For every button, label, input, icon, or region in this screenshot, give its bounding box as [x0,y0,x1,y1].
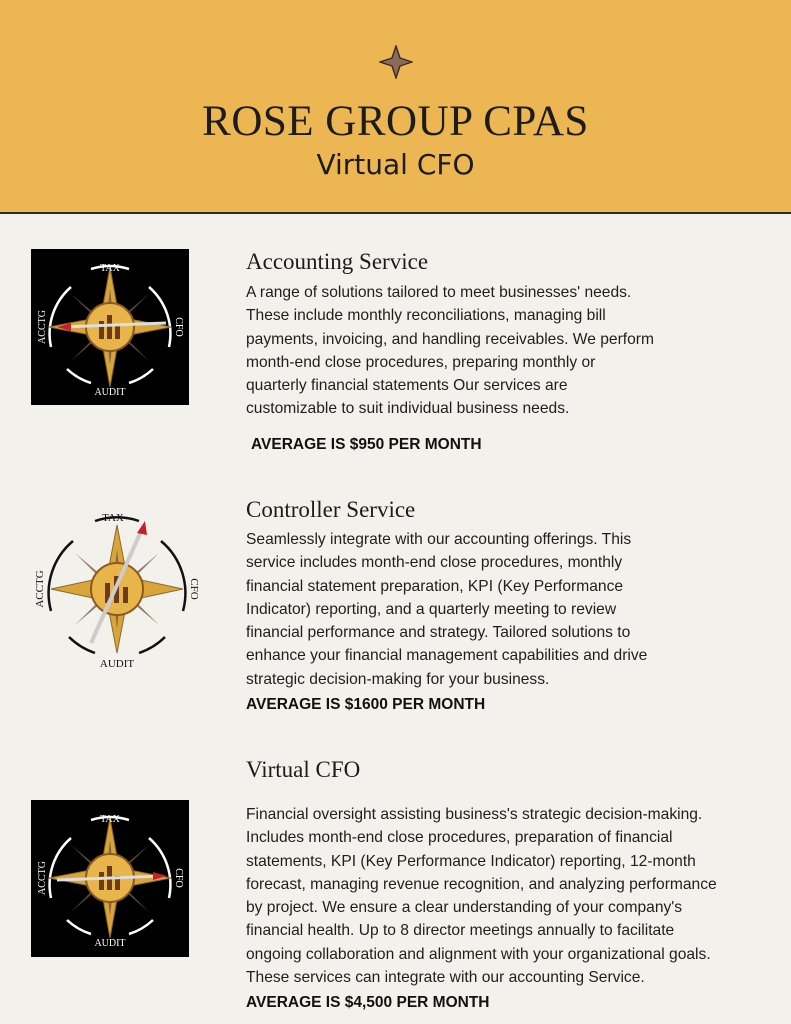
compass-logo-3 [31,800,189,957]
service-title: Controller Service [246,497,416,522]
service-description: Financial oversight assisting business's strategic decision-making. Includes month-end close procedures, preparation of financial statements, KPI (Key Performance Indicator) reporting, 12-month forecast, managing revenue recognition, and analyzing performance by project. We ensure a clear understanding of your company's financial health. Up to 8 director meetings annually to facilitate ongoing collaboration and alignment with your organizational goals. These services can integrate with our accounting Service. [246,806,717,987]
logo-label-tax: TAX [100,263,120,274]
logo-label-cfo: CFO [173,868,184,888]
service-title: Virtual CFO [246,757,361,782]
page-title: ROSE GROUP CPAS [202,98,589,145]
logo-label-tax: TAX [102,512,124,524]
page-header [0,0,791,214]
logo-label-audit: AUDIT [94,387,126,398]
logo-label-acctg: ACCTG [34,570,46,608]
four-point-star-icon [379,45,413,79]
service-description: A range of solutions tailored to meet businesses' needs. These include monthly reconciliations, managing bill payments, invoicing, and handling receivables. We perform month-end close procedures, preparing monthly or quarterly financial statements Our services are customizable to suit individual business needs. [246,284,654,418]
compass-logo-2 [31,503,203,673]
service-price: AVERAGE IS $1600 PER MONTH [246,696,486,713]
service-price: AVERAGE IS $950 PER MONTH [251,436,482,453]
logo-label-acctg: ACCTG [37,861,48,895]
logo-label-audit: AUDIT [99,658,135,670]
logo-label-acctg: ACCTG [37,310,48,344]
logo-label-audit: AUDIT [94,938,126,949]
service-title: Accounting Service [246,249,429,274]
service-price: AVERAGE IS $4,500 PER MONTH [246,994,490,1011]
compass-logo-1 [31,249,189,405]
page-subtitle: Virtual CFO [316,148,475,181]
logo-label-tax: TAX [100,814,120,825]
logo-label-cfo: CFO [173,317,184,337]
service-description: Seamlessly integrate with our accounting offerings. This service includes month-end close procedures, monthly financial statement preparation, KPI (Key Performance Indicator) reporting, and a quarterly meeting to review financial performance and strategy. Tailored solutions to enhance your financial management capabilities and drive strategic decision-making for your business. [246,531,648,688]
logo-label-cfo: CFO [188,578,200,600]
